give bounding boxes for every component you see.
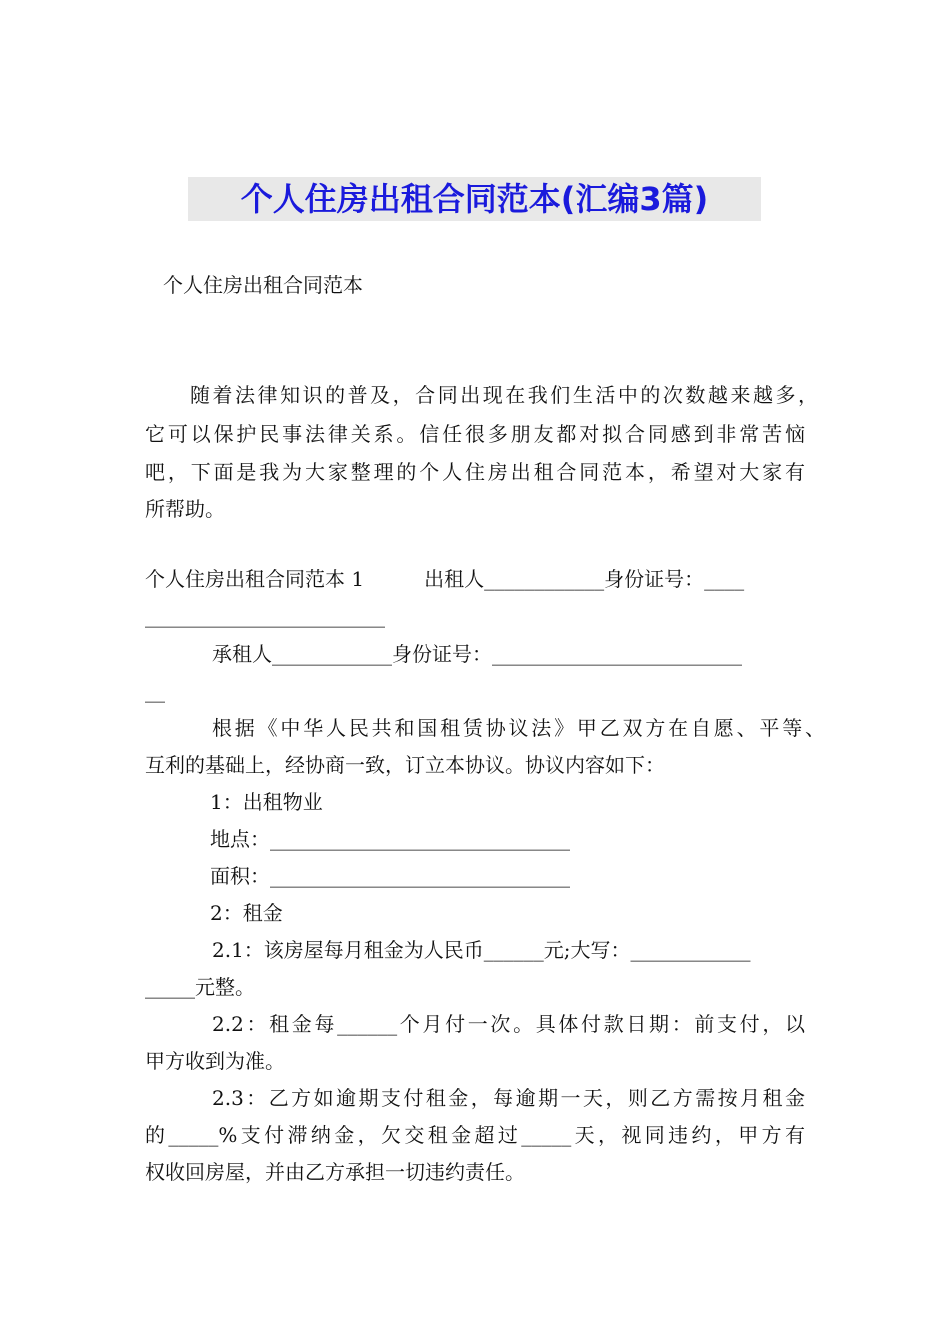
intro-line-1: 随着法律知识的普及，合同出现在我们生活中的次数越来越多， [190, 383, 818, 407]
contract-line: __ [145, 679, 165, 703]
section-heading: 2：租金 [210, 901, 283, 925]
area-field-line: 面积：______________________________ [210, 864, 570, 888]
contract-line: 根据《中华人民共和国租赁协议法》甲乙双方在自愿、平等、 [212, 716, 825, 740]
contract-line: 2.3：乙方如逾期支付租金，每逾期一天，则乙方需按月租金 [212, 1086, 805, 1110]
section-heading: 1：出租物业 [210, 790, 323, 814]
contract-line: 甲方收到为准。 [145, 1049, 285, 1073]
lessee-line: 承租人____________身份证号：_________________________ [212, 642, 742, 666]
contract-heading-line: 个人住房出租合同范本 1 出租人____________身份证号：____ [145, 567, 745, 591]
contract-line: _____元整。 [145, 975, 255, 999]
contract-line: 2.2：租金每______个月付一次。具体付款日期：前支付，以 [212, 1012, 805, 1036]
contract-line: ________________________ [145, 604, 385, 628]
document-subtitle: 个人住房出租合同范本 [163, 273, 363, 297]
contract-line: 的_____%支付滞纳金，欠交租金超过_____天，视同违约，甲方有 [145, 1123, 805, 1147]
contract-line: 互利的基础上，经协商一致，订立本协议。协议内容如下： [145, 753, 665, 777]
intro-line-4: 所帮助。 [145, 497, 225, 521]
address-field-line: 地点：______________________________ [210, 827, 570, 851]
intro-line-3: 吧，下面是我为大家整理的个人住房出租合同范本，希望对大家有 [145, 460, 805, 484]
contract-line: 2.1：该房屋每月租金为人民币______元;大写：____________ [212, 938, 751, 962]
document-title: 个人住房出租合同范本(汇编3篇) [188, 177, 761, 221]
contract-line: 权收回房屋，并由乙方承担一切违约责任。 [145, 1160, 525, 1184]
intro-line-2: 它可以保护民事法律关系。信任很多朋友都对拟合同感到非常苦恼 [145, 422, 805, 446]
